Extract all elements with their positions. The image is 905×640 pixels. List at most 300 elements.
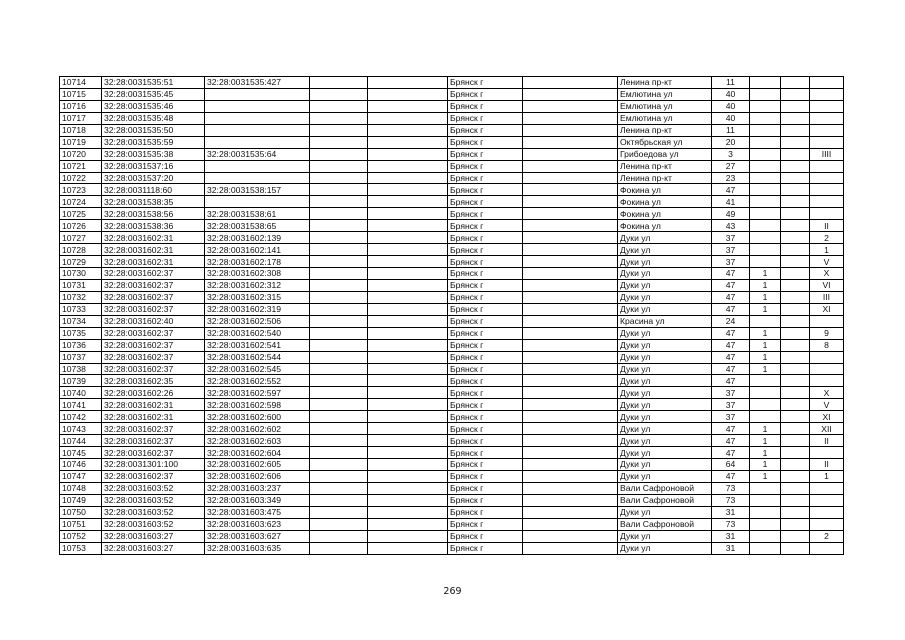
cell-flag-1: 1: [750, 291, 781, 303]
cell-record-number: 10749: [60, 494, 102, 506]
cell-empty-col-b: [368, 435, 448, 447]
cell-street: Фокина ул: [618, 220, 712, 232]
cell-empty-col-c: [523, 160, 618, 172]
cell-house-number: 37: [712, 232, 750, 244]
cell-empty-col-c: [523, 315, 618, 327]
cell-empty-col-a: [310, 256, 368, 268]
cell-empty-col-c: [523, 482, 618, 494]
cell-empty-col-a: [310, 327, 368, 339]
cell-cadastral-object-number: 32:28:0031538:61: [205, 208, 310, 220]
cell-street: Фокина ул: [618, 184, 712, 196]
cell-apartment-number: [810, 196, 844, 208]
cell-record-number: 10715: [60, 88, 102, 100]
cell-cadastral-block-number: 32:28:0031602:31: [102, 399, 205, 411]
cell-house-number: 27: [712, 160, 750, 172]
table-row: [60, 315, 844, 327]
cell-house-number: 37: [712, 399, 750, 411]
cell-cadastral-block-number: 32:28:0031535:38: [102, 148, 205, 160]
cell-street: Вали Сафроновой: [618, 518, 712, 530]
cell-record-number: 10747: [60, 470, 102, 482]
table-row: [60, 172, 844, 184]
table-row: [60, 530, 844, 542]
cell-empty-col-c: [523, 279, 618, 291]
cell-city: Брянск г: [448, 530, 523, 542]
cell-flag-1: 1: [750, 339, 781, 351]
cell-city: Брянск г: [448, 220, 523, 232]
cell-empty-col-b: [368, 172, 448, 184]
cell-cadastral-block-number: 32:28:0031603:27: [102, 542, 205, 554]
cell-empty-col-c: [523, 542, 618, 554]
cell-flag-2: [781, 375, 810, 387]
cell-house-number: 47: [712, 375, 750, 387]
cell-flag-2: [781, 291, 810, 303]
cell-cadastral-object-number: 32:28:0031602:605: [205, 459, 310, 471]
cell-empty-col-b: [368, 447, 448, 459]
cell-empty-col-b: [368, 470, 448, 482]
cell-flag-2: [781, 470, 810, 482]
cell-apartment-number: [810, 447, 844, 459]
cell-apartment-number: II: [810, 459, 844, 471]
cell-flag-1: [750, 518, 781, 530]
cell-empty-col-b: [368, 196, 448, 208]
table-row: [60, 303, 844, 315]
cell-flag-1: [750, 124, 781, 136]
table-row: [60, 279, 844, 291]
cell-city: Брянск г: [448, 256, 523, 268]
cell-flag-1: 1: [750, 268, 781, 280]
cell-empty-col-c: [523, 411, 618, 423]
cell-city: Брянск г: [448, 77, 523, 89]
cell-flag-2: [781, 423, 810, 435]
cell-empty-col-a: [310, 339, 368, 351]
cell-house-number: 40: [712, 100, 750, 112]
cell-apartment-number: XII: [810, 423, 844, 435]
cell-apartment-number: [810, 100, 844, 112]
cell-cadastral-object-number: 32:28:0031602:315: [205, 291, 310, 303]
cell-cadastral-object-number: [205, 88, 310, 100]
cell-street: Ленина пр-кт: [618, 172, 712, 184]
table-row: [60, 542, 844, 554]
cell-record-number: 10720: [60, 148, 102, 160]
cell-flag-1: 1: [750, 363, 781, 375]
cell-empty-col-c: [523, 530, 618, 542]
cell-cadastral-block-number: 32:28:0031602:37: [102, 447, 205, 459]
cell-flag-2: [781, 459, 810, 471]
cell-record-number: 10748: [60, 482, 102, 494]
cell-flag-2: [781, 124, 810, 136]
cell-city: Брянск г: [448, 112, 523, 124]
cell-street: Ленина пр-кт: [618, 77, 712, 89]
cell-record-number: 10744: [60, 435, 102, 447]
cell-cadastral-object-number: 32:28:0031602:141: [205, 244, 310, 256]
cell-apartment-number: [810, 315, 844, 327]
cell-empty-col-b: [368, 77, 448, 89]
cell-flag-1: [750, 375, 781, 387]
cell-record-number: 10742: [60, 411, 102, 423]
cell-city: Брянск г: [448, 363, 523, 375]
cell-flag-2: [781, 208, 810, 220]
cell-empty-col-b: [368, 339, 448, 351]
cell-empty-col-a: [310, 375, 368, 387]
table-row: [60, 351, 844, 363]
cell-flag-2: [781, 339, 810, 351]
cell-house-number: 40: [712, 88, 750, 100]
cell-city: Брянск г: [448, 160, 523, 172]
cell-house-number: 64: [712, 459, 750, 471]
cell-flag-2: [781, 244, 810, 256]
cell-apartment-number: III: [810, 291, 844, 303]
cell-empty-col-a: [310, 124, 368, 136]
cell-empty-col-b: [368, 423, 448, 435]
table-row: [60, 435, 844, 447]
cell-flag-1: 1: [750, 351, 781, 363]
cell-record-number: 10750: [60, 506, 102, 518]
cell-empty-col-b: [368, 399, 448, 411]
cell-cadastral-object-number: 32:28:0031602:606: [205, 470, 310, 482]
cell-street: Дуки ул: [618, 268, 712, 280]
cell-record-number: 10746: [60, 459, 102, 471]
cell-cadastral-block-number: 32:28:0031118:60: [102, 184, 205, 196]
cell-cadastral-object-number: [205, 160, 310, 172]
cell-house-number: 31: [712, 530, 750, 542]
cell-empty-col-b: [368, 315, 448, 327]
cell-apartment-number: [810, 506, 844, 518]
cell-house-number: 37: [712, 411, 750, 423]
cell-empty-col-b: [368, 411, 448, 423]
cell-city: Брянск г: [448, 291, 523, 303]
cell-empty-col-a: [310, 184, 368, 196]
cell-house-number: 24: [712, 315, 750, 327]
cell-cadastral-object-number: [205, 172, 310, 184]
cell-flag-1: 1: [750, 470, 781, 482]
cell-cadastral-block-number: 32:28:0031602:37: [102, 363, 205, 375]
cell-empty-col-a: [310, 112, 368, 124]
cell-flag-2: [781, 387, 810, 399]
cell-empty-col-a: [310, 232, 368, 244]
cell-empty-col-c: [523, 506, 618, 518]
cell-street: Емлютина ул: [618, 100, 712, 112]
cell-empty-col-b: [368, 184, 448, 196]
cell-record-number: 10725: [60, 208, 102, 220]
cell-record-number: 10723: [60, 184, 102, 196]
cell-empty-col-c: [523, 399, 618, 411]
cell-apartment-number: [810, 77, 844, 89]
cell-flag-1: [750, 542, 781, 554]
cell-flag-1: 1: [750, 423, 781, 435]
cell-cadastral-object-number: 32:28:0031602:597: [205, 387, 310, 399]
cell-apartment-number: [810, 184, 844, 196]
cell-empty-col-b: [368, 100, 448, 112]
cell-record-number: 10719: [60, 136, 102, 148]
cell-empty-col-a: [310, 423, 368, 435]
cell-city: Брянск г: [448, 518, 523, 530]
cell-flag-2: [781, 88, 810, 100]
cell-street: Дуки ул: [618, 279, 712, 291]
cell-cadastral-block-number: 32:28:0031535:45: [102, 88, 205, 100]
cell-flag-2: [781, 351, 810, 363]
cell-flag-1: 1: [750, 447, 781, 459]
cell-street: Дуки ул: [618, 459, 712, 471]
table-row: [60, 494, 844, 506]
cell-record-number: 10739: [60, 375, 102, 387]
cell-flag-1: [750, 184, 781, 196]
cell-cadastral-block-number: 32:28:0031538:56: [102, 208, 205, 220]
cell-apartment-number: 1: [810, 244, 844, 256]
cell-flag-1: 1: [750, 303, 781, 315]
cell-flag-1: 1: [750, 279, 781, 291]
cell-cadastral-object-number: 32:28:0031603:237: [205, 482, 310, 494]
cell-city: Брянск г: [448, 482, 523, 494]
cell-apartment-number: [810, 160, 844, 172]
cell-city: Брянск г: [448, 315, 523, 327]
cell-flag-1: [750, 160, 781, 172]
cell-cadastral-block-number: 32:28:0031602:37: [102, 268, 205, 280]
cell-city: Брянск г: [448, 184, 523, 196]
cell-empty-col-b: [368, 387, 448, 399]
cell-flag-2: [781, 399, 810, 411]
cell-empty-col-c: [523, 196, 618, 208]
cell-empty-col-b: [368, 291, 448, 303]
cell-city: Брянск г: [448, 339, 523, 351]
cell-street: Дуки ул: [618, 244, 712, 256]
cell-flag-2: [781, 148, 810, 160]
cell-flag-2: [781, 220, 810, 232]
table-row: [60, 363, 844, 375]
cell-city: Брянск г: [448, 244, 523, 256]
cell-apartment-number: [810, 375, 844, 387]
cell-empty-col-c: [523, 447, 618, 459]
cell-record-number: 10727: [60, 232, 102, 244]
cell-city: Брянск г: [448, 279, 523, 291]
cell-flag-2: [781, 482, 810, 494]
cell-flag-2: [781, 327, 810, 339]
cell-apartment-number: [810, 542, 844, 554]
cell-empty-col-c: [523, 268, 618, 280]
cell-flag-1: [750, 112, 781, 124]
cell-flag-2: [781, 160, 810, 172]
cell-cadastral-object-number: 32:28:0031602:506: [205, 315, 310, 327]
cell-cadastral-object-number: [205, 112, 310, 124]
cell-cadastral-object-number: 32:28:0031602:308: [205, 268, 310, 280]
cell-empty-col-a: [310, 530, 368, 542]
table-row: [60, 88, 844, 100]
cell-house-number: 47: [712, 363, 750, 375]
cell-empty-col-b: [368, 244, 448, 256]
cell-city: Брянск г: [448, 268, 523, 280]
cell-apartment-number: [810, 136, 844, 148]
cell-empty-col-c: [523, 184, 618, 196]
cell-empty-col-a: [310, 351, 368, 363]
cell-record-number: 10721: [60, 160, 102, 172]
cell-cadastral-object-number: 32:28:0031602:139: [205, 232, 310, 244]
cell-street: Фокина ул: [618, 196, 712, 208]
cell-cadastral-object-number: 32:28:0031538:157: [205, 184, 310, 196]
cell-street: Фокина ул: [618, 208, 712, 220]
cell-city: Брянск г: [448, 172, 523, 184]
cell-house-number: 47: [712, 268, 750, 280]
cell-cadastral-block-number: 32:28:0031535:50: [102, 124, 205, 136]
cell-apartment-number: II: [810, 435, 844, 447]
cell-cadastral-object-number: 32:28:0031602:598: [205, 399, 310, 411]
cell-city: Брянск г: [448, 100, 523, 112]
cell-empty-col-b: [368, 232, 448, 244]
cell-cadastral-block-number: 32:28:0031535:46: [102, 100, 205, 112]
table-row: [60, 459, 844, 471]
cell-empty-col-a: [310, 447, 368, 459]
table-row: [60, 291, 844, 303]
cell-flag-2: [781, 435, 810, 447]
cell-house-number: 47: [712, 279, 750, 291]
cell-empty-col-a: [310, 435, 368, 447]
cell-street: Вали Сафроновой: [618, 494, 712, 506]
cell-cadastral-block-number: 32:28:0031603:52: [102, 506, 205, 518]
cell-empty-col-a: [310, 136, 368, 148]
cell-cadastral-block-number: 32:28:0031602:31: [102, 232, 205, 244]
cell-empty-col-c: [523, 470, 618, 482]
cell-flag-1: 1: [750, 435, 781, 447]
cell-street: Дуки ул: [618, 232, 712, 244]
cell-empty-col-b: [368, 148, 448, 160]
cell-city: Брянск г: [448, 148, 523, 160]
cell-house-number: 40: [712, 112, 750, 124]
cell-record-number: 10741: [60, 399, 102, 411]
cell-empty-col-a: [310, 542, 368, 554]
cell-street: Дуки ул: [618, 303, 712, 315]
cell-flag-2: [781, 184, 810, 196]
table-row: [60, 100, 844, 112]
cell-street: Дуки ул: [618, 506, 712, 518]
cell-house-number: 49: [712, 208, 750, 220]
cell-cadastral-object-number: 32:28:0031602:603: [205, 435, 310, 447]
cell-empty-col-c: [523, 363, 618, 375]
cell-flag-1: [750, 315, 781, 327]
cell-apartment-number: V: [810, 256, 844, 268]
cell-empty-col-b: [368, 506, 448, 518]
cell-empty-col-b: [368, 268, 448, 280]
cell-house-number: 47: [712, 303, 750, 315]
cell-house-number: 47: [712, 423, 750, 435]
cell-street: Дуки ул: [618, 291, 712, 303]
table-row: [60, 506, 844, 518]
cell-empty-col-c: [523, 77, 618, 89]
cell-empty-col-a: [310, 363, 368, 375]
cell-flag-2: [781, 136, 810, 148]
cell-street: Грибоедова ул: [618, 148, 712, 160]
table-row: [60, 256, 844, 268]
cell-flag-1: [750, 220, 781, 232]
cell-cadastral-block-number: 32:28:0031602:26: [102, 387, 205, 399]
cell-flag-2: [781, 279, 810, 291]
cell-city: Брянск г: [448, 459, 523, 471]
cell-empty-col-a: [310, 100, 368, 112]
cell-apartment-number: [810, 363, 844, 375]
cell-house-number: 37: [712, 387, 750, 399]
cell-house-number: 11: [712, 77, 750, 89]
cell-record-number: 10724: [60, 196, 102, 208]
cell-city: Брянск г: [448, 506, 523, 518]
cell-cadastral-block-number: 32:28:0031603:27: [102, 530, 205, 542]
cell-street: Дуки ул: [618, 530, 712, 542]
cell-apartment-number: X: [810, 268, 844, 280]
cell-flag-1: [750, 482, 781, 494]
cell-apartment-number: 9: [810, 327, 844, 339]
cell-house-number: 47: [712, 327, 750, 339]
cell-apartment-number: VI: [810, 279, 844, 291]
cell-empty-col-b: [368, 279, 448, 291]
cell-city: Брянск г: [448, 375, 523, 387]
table-row: [60, 232, 844, 244]
cell-cadastral-object-number: [205, 136, 310, 148]
cell-empty-col-c: [523, 387, 618, 399]
cell-flag-1: [750, 530, 781, 542]
cell-apartment-number: V: [810, 399, 844, 411]
cell-record-number: 10737: [60, 351, 102, 363]
cell-apartment-number: II: [810, 220, 844, 232]
cell-street: Октябрьская ул: [618, 136, 712, 148]
cell-flag-1: [750, 244, 781, 256]
cell-flag-1: [750, 256, 781, 268]
cell-cadastral-object-number: 32:28:0031602:319: [205, 303, 310, 315]
cell-flag-2: [781, 518, 810, 530]
cell-empty-col-a: [310, 470, 368, 482]
cell-empty-col-a: [310, 506, 368, 518]
cell-apartment-number: 1: [810, 470, 844, 482]
cell-apartment-number: [810, 351, 844, 363]
cell-apartment-number: XI: [810, 303, 844, 315]
cell-cadastral-block-number: 32:28:0031537:20: [102, 172, 205, 184]
cell-house-number: 37: [712, 256, 750, 268]
cell-record-number: 10732: [60, 291, 102, 303]
cell-street: Дуки ул: [618, 542, 712, 554]
cell-empty-col-a: [310, 268, 368, 280]
cell-empty-col-b: [368, 112, 448, 124]
cell-street: Дуки ул: [618, 387, 712, 399]
cell-empty-col-c: [523, 291, 618, 303]
cell-empty-col-b: [368, 160, 448, 172]
cell-cadastral-object-number: 32:28:0031603:623: [205, 518, 310, 530]
cell-empty-col-c: [523, 124, 618, 136]
cell-empty-col-b: [368, 459, 448, 471]
cell-record-number: 10722: [60, 172, 102, 184]
cell-street: Ленина пр-кт: [618, 124, 712, 136]
cell-street: Дуки ул: [618, 447, 712, 459]
cell-cadastral-object-number: [205, 124, 310, 136]
cell-cadastral-object-number: 32:28:0031602:540: [205, 327, 310, 339]
cell-empty-col-c: [523, 494, 618, 506]
cell-flag-1: [750, 88, 781, 100]
cell-street: Красина ул: [618, 315, 712, 327]
cell-record-number: 10731: [60, 279, 102, 291]
cell-house-number: 47: [712, 339, 750, 351]
cell-empty-col-c: [523, 244, 618, 256]
cell-street: Дуки ул: [618, 399, 712, 411]
cell-city: Брянск г: [448, 136, 523, 148]
cell-record-number: 10716: [60, 100, 102, 112]
cell-cadastral-object-number: 32:28:0031602:544: [205, 351, 310, 363]
cell-house-number: 73: [712, 494, 750, 506]
table-row: [60, 160, 844, 172]
cell-record-number: 10730: [60, 268, 102, 280]
cell-empty-col-a: [310, 315, 368, 327]
cell-flag-2: [781, 268, 810, 280]
cell-cadastral-block-number: 32:28:0031535:51: [102, 77, 205, 89]
cell-empty-col-a: [310, 196, 368, 208]
cell-empty-col-b: [368, 220, 448, 232]
table-row: [60, 136, 844, 148]
cell-cadastral-object-number: 32:28:0031603:475: [205, 506, 310, 518]
cell-empty-col-a: [310, 387, 368, 399]
cell-empty-col-a: [310, 459, 368, 471]
